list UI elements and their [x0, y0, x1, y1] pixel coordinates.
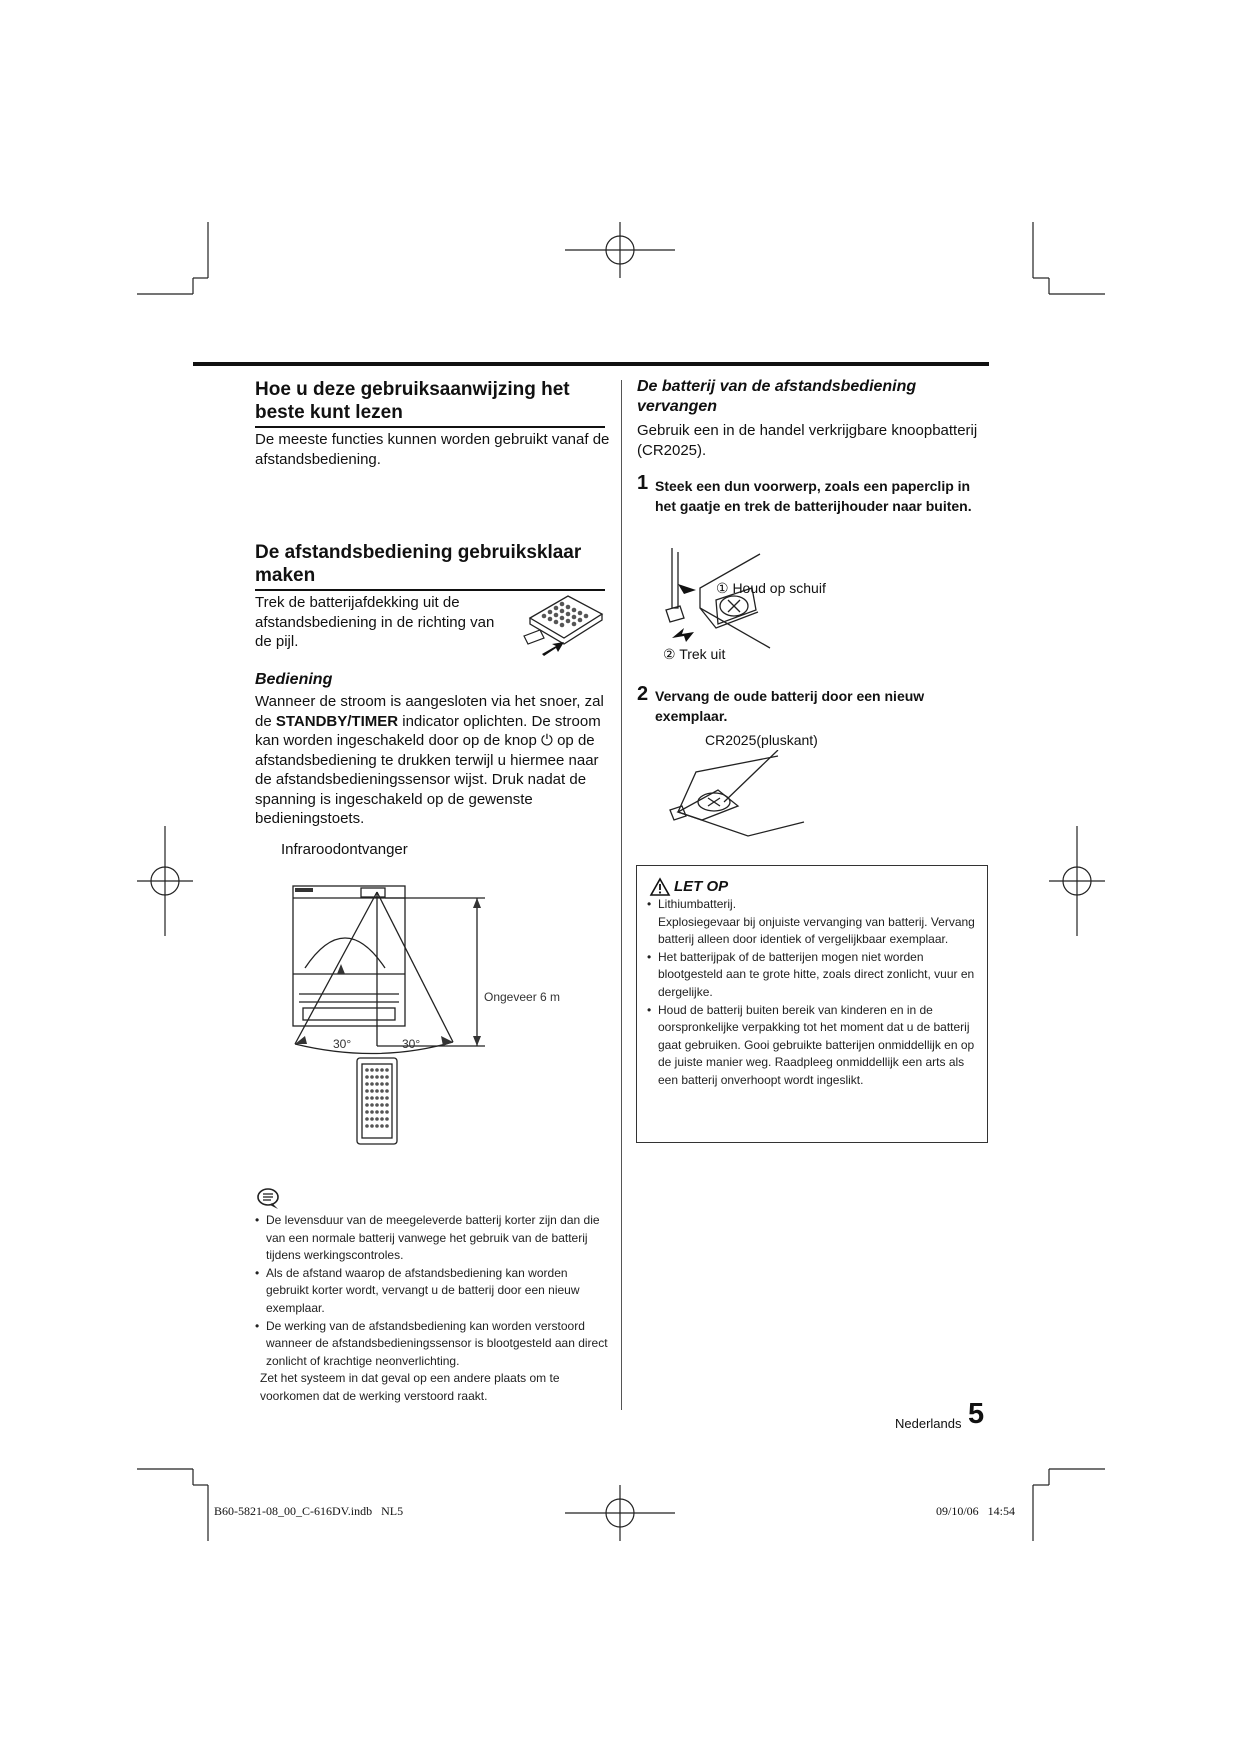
footer-date: 09/10/06 14:54 [936, 1504, 1016, 1518]
caution-item: • Houd de batterij buiten bereik van kinderen en in de oorspronkelijke verpakking tot het moment dat u de batterij gaat gebruiken. Gooi gebruikte batterijen onmiddellijk en op de juiste manier weg. Raadpleeg onmiddellijk een arts als een batterij onverhoopt wordt ingeslikt. [647, 1002, 977, 1090]
step1-label-hold: ① Houd op schuif [716, 580, 826, 596]
column-divider [621, 380, 622, 1410]
battery-holder-illustration [660, 548, 790, 656]
top-rule [193, 362, 989, 366]
footer-language: Nederlands [895, 1416, 962, 1431]
caution-item [647, 896, 977, 949]
operation-p1: Wanneer de stroom is aangesloten via het snoer, zal de [255, 693, 604, 730]
note-item: • De werking van de afstandsbediening kan worden verstoord wanneer de afstandsbedieningssensor is blootgesteld aan direct zonlicht of krachtige neonverlichting. [255, 1318, 610, 1371]
remote-cover-illustration [522, 590, 606, 658]
operation-title: Bediening [255, 671, 333, 688]
step1-text: Steek een dun voorwerp, zoals een paperclip in het gaatje en trek de batterijhouder naar buiten. [655, 478, 972, 514]
section1-text: De meeste functies kunnen worden gebruikt vanaf de afstandsbediening. [255, 431, 610, 468]
angle-left-label: 30° [333, 1037, 352, 1051]
note-item: • Als de afstand waarop de afstandsbediening kan worden gebruikt korter wordt, vervangt u de batterij door een nieuw exemplaar. [255, 1265, 610, 1318]
note-item: • De levensduur van de meegeleverde batterij korter zijn dan die van een normale batterij vanwege het gebruik van de batterij tijdens werkingscontroles. [255, 1212, 610, 1265]
section-title-reading: Hoe u deze gebruiksaanwijzing het beste kunt lezen [255, 379, 570, 423]
power-icon: ⏻ [541, 732, 553, 749]
footer-file-info: B60-5821-08_00_C-616DV.indb NL5 [214, 1504, 404, 1518]
caution-list [647, 896, 977, 1090]
step2-battery-label: CR2025(pluskant) [705, 732, 818, 748]
note-icon [256, 1187, 282, 1211]
angle-right-label: 30° [402, 1037, 421, 1051]
battery-intro: Gebruik een in de handel verkrijgbare knoopbatterij (CR2025). [637, 422, 978, 459]
caution-item-extra: Explosiegevaar bij onjuiste vervanging van batterij. Vervang batterij alleen door identiek of vergelijkbaar exemplaar. [658, 914, 975, 947]
operation-p3: op de afstandsbediening te drukken terwijl u hiermee naar de afstandsbedieningssensor wijst. Druk nadat de spanning is ingeschakeld op de gewenste bedieningstoets. [255, 732, 599, 827]
notes-block [255, 1212, 610, 1406]
step1-number: 1 [637, 472, 649, 494]
step2-number: 2 [637, 683, 649, 705]
step1-label-pull: ② Trek uit [663, 646, 726, 662]
caution-item: • Het batterijpak of de batterijen mogen niet worden blootgesteld aan te grote hitte, zoals direct zonlicht, vuur en dergelijke. [647, 949, 977, 1002]
caution-title: LET OP [674, 878, 729, 895]
operation-text [255, 692, 605, 829]
caution-item-text: • Lithiumbatterij. [658, 897, 737, 911]
receiver-label: Infraroodontvanger [281, 841, 408, 858]
distance-label: Ongeveer 6 m [484, 990, 561, 1004]
section2-text: Trek de batterijafdekking uit de afstandsbediening in de richting van de pijl. [255, 594, 495, 650]
section1-rule [255, 426, 605, 428]
warning-icon [649, 877, 671, 897]
step2-text: Vervang de oude batterij door een nieuw exemplaar. [655, 688, 925, 724]
battery-section-title: De batterij van de afstandsbediening vervangen [637, 378, 917, 415]
section-title-prepare: De afstandsbediening gebruiksklaar maken [255, 542, 582, 586]
ir-range-diagram [285, 878, 575, 1153]
operation-p2: indicator oplichten. De stroom kan worden ingeschakeld door op de knop [255, 712, 601, 749]
note-tail: Zet het systeem in dat geval op een andere plaats om te voorkomen dat de werking verstoord raakt. [260, 1371, 560, 1403]
page-number: 5 [968, 1398, 985, 1430]
battery-insert-illustration [668, 750, 808, 842]
standby-timer-label: STANDBY/TIMER [275, 712, 399, 730]
